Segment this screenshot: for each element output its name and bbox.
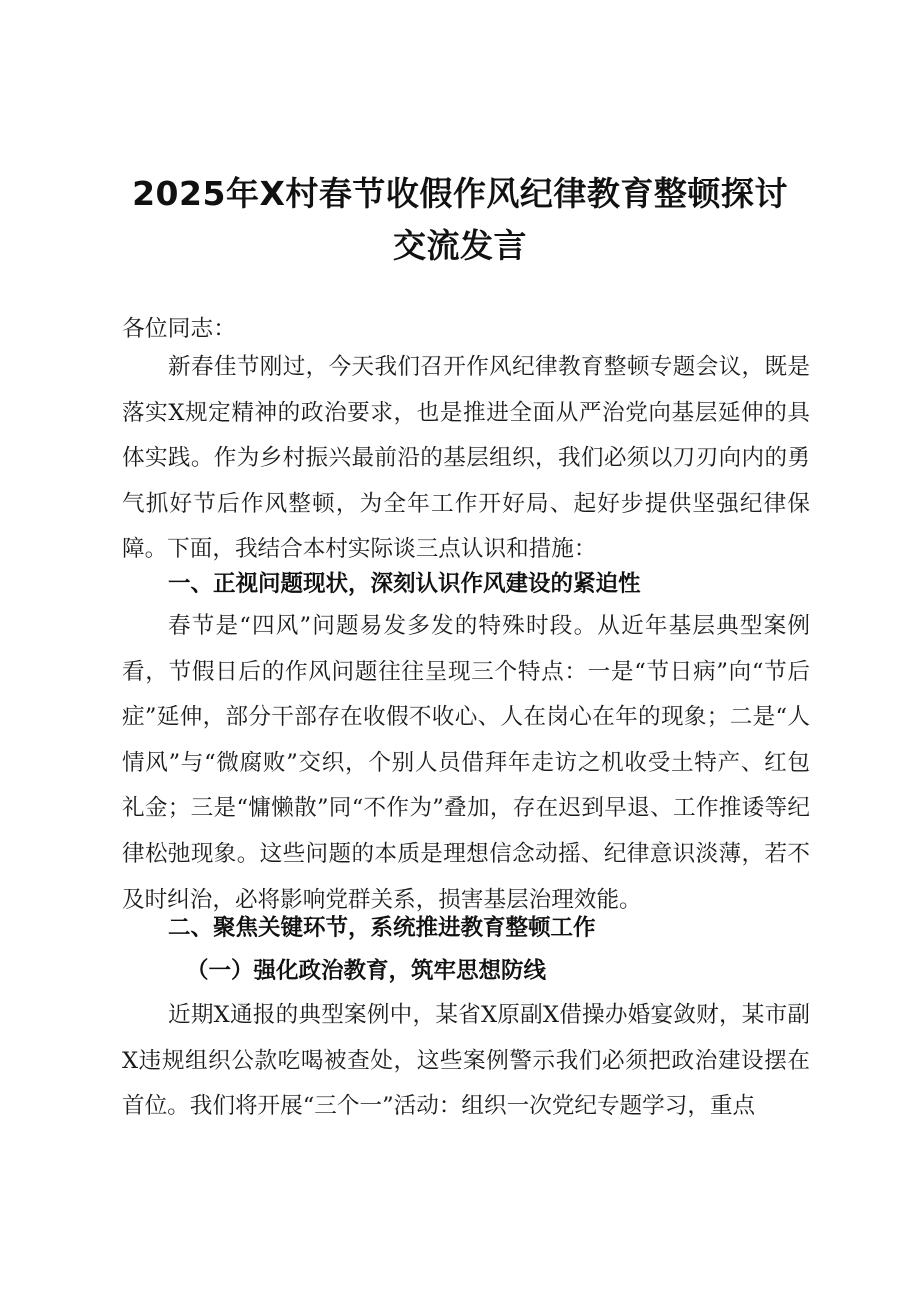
document-title-line-2: 交流发言 (393, 226, 527, 265)
subsection-heading-1: （一）强化政治教育，筑牢思想防线 (186, 958, 547, 984)
section-heading-2: 二、聚焦关键环节，系统推进教育整顿工作 (168, 915, 596, 941)
section-heading-1: 一、正视问题现状，深刻认识作风建设的紧迫性 (168, 571, 641, 597)
salutation: 各位同志： (122, 316, 236, 342)
section-1-paragraph: 春节是“四风”问题易发多发的特殊时段。从近年基层典型案例看，节假日后的作风问题往往呈现三个特点：一是“节日病”向“节后症”延伸，部分干部存在收假不收心、人在岗心在年的现象；二是“人情风”与“微腐败”交织，个别人员借拜年走访之机收受土特产、红包礼金；三是“慵懒散”同“不作为”叠加，存在迟到早退、工作推诿等纪律松弛现象。这些问题的本质是理想信念动摇、纪律意识淡薄，若不及时纠治，必将影响党群关系，损害基层治理效能。 (122, 613, 810, 913)
intro-paragraph: 新春佳节刚过，今天我们召开作风纪律教育整顿专题会议，既是落实X规定精神的政治要求，也是推进全面从严治党向基层延伸的具体实践。作为乡村振兴最前沿的基层组织，我们必须以刀刃向内的勇气抓好节后作风整顿，为全年工作开好局、起好步提供坚强纪律保障。下面，我结合本村实际谈三点认识和措施： (122, 354, 810, 563)
subsection-1-paragraph: 近期X通报的典型案例中，某省X原副X借操办婚宴敛财，某市副X违规组织公款吃喝被查处，这些案例警示我们必须把政治建设摆在首位。我们将开展“三个一”活动：组织一次党纪专题学习，重点 (122, 1002, 810, 1120)
document-title-line-1: 2025年X村春节收假作风纪律教育整顿探讨 (132, 174, 788, 213)
